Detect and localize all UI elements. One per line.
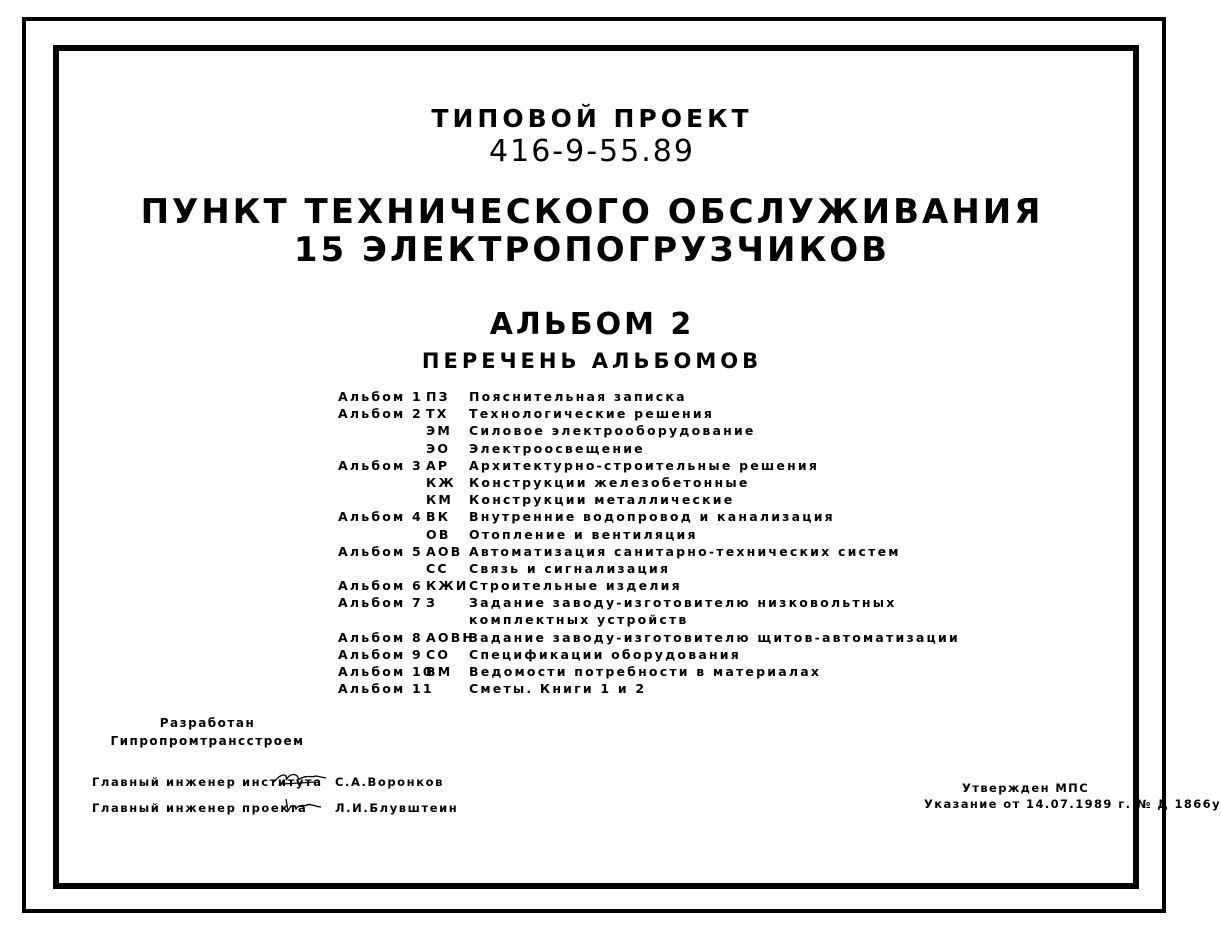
chief-engineer-institute-role: Главный инженер института (92, 775, 323, 789)
album-name: Электроосвещение (469, 440, 645, 456)
signature-voronkov (272, 768, 328, 788)
album-number: Альбом 6 (338, 578, 423, 594)
album-code: ПЗ (426, 389, 450, 404)
project-number: 416-9-55.89 (489, 134, 695, 169)
album-code: СС (426, 560, 449, 576)
album-code: АОВ (426, 543, 463, 559)
album-code: ЭМ (426, 423, 453, 439)
album-name: Строительные изделия (469, 578, 682, 594)
chief-engineer-institute-name: С.А.Воронков (335, 775, 445, 789)
album-name: Автоматизация санитарно-технических систем (469, 543, 901, 559)
album-number: Альбом 8 (338, 629, 423, 645)
album-name: Внутренние водопровод и канализация (469, 509, 835, 525)
album-name: Связь и сигнализация (469, 560, 671, 576)
album-code: ОВ (426, 526, 451, 542)
album-code: КЖИ (426, 578, 469, 594)
chief-engineer-project-role: Главный инженер проекта (92, 801, 308, 815)
album-code: ЭО (426, 440, 451, 456)
album-title: АЛЬБОМ 2 (489, 307, 695, 342)
album-name: Задание заводу-изготовителю низковольтных (469, 595, 897, 611)
developer-label: Разработан (159, 716, 256, 730)
album-code: КМ (426, 492, 454, 508)
album-name: комплектных устройств (469, 612, 689, 628)
album-number: Альбом 4 (338, 509, 423, 525)
album-name: Конструкции металлические (469, 492, 735, 508)
album-name: Отопление и вентиляция (469, 526, 698, 542)
album-number: Альбом 2 (338, 406, 423, 422)
album-list-title: ПЕРЕЧЕНЬ АЛЬБОМОВ (421, 349, 763, 373)
album-number: Альбом 11 (338, 681, 434, 697)
album-name: Технологические решения (469, 406, 715, 422)
album-code: КЖ (426, 474, 456, 490)
developer-org: Гипропромтрансстроем (110, 734, 305, 748)
album-number: Альбом 10 (338, 664, 434, 679)
signature-bluvshtein (283, 795, 323, 815)
title-line-2: 15 ЭЛЕКТРОПОГРУЗЧИКОВ (293, 230, 891, 270)
album-number: Альбом 3 (338, 457, 423, 473)
album-name: Ведомости потребности в материалах (469, 664, 822, 679)
album-name: Пояснительная записка (469, 389, 687, 404)
album-code: АОВН (426, 629, 476, 645)
album-number: Альбом 9 (338, 646, 423, 662)
chief-engineer-project-name: Л.И.Блувштеин (335, 801, 459, 815)
album-name: Спецификации оборудования (469, 646, 741, 662)
project-type: ТИПОВОЙ ПРОЕКТ (431, 104, 753, 133)
approval-line-2: Указание от 14.07.1989 г. № Д 1866у (924, 797, 1221, 811)
album-number: Альбом 1 (338, 389, 423, 404)
approval-line-1: Утвержден МПС (962, 781, 1090, 795)
album-name: Сметы. Книги 1 и 2 (469, 681, 647, 697)
album-code: АР (426, 457, 450, 473)
album-name: Конструкции железобетонные (469, 474, 750, 490)
album-name: Силовое электрооборудование (469, 423, 756, 439)
title-line-1: ПУНКТ ТЕХНИЧЕСКОГО ОБСЛУЖИВАНИЯ (140, 192, 1044, 232)
album-code: З (426, 595, 438, 611)
album-number: Альбом 7 (338, 595, 423, 611)
album-number: Альбом 5 (338, 543, 423, 559)
album-code: ВК (426, 509, 451, 525)
album-code: ВМ (426, 664, 453, 679)
album-name: Задание заводу-изготовителю щитов-автоматизации (469, 629, 960, 645)
album-code: СО (426, 646, 451, 662)
album-code: ТХ (426, 406, 449, 422)
album-name: Архитектурно-строительные решения (469, 457, 820, 473)
